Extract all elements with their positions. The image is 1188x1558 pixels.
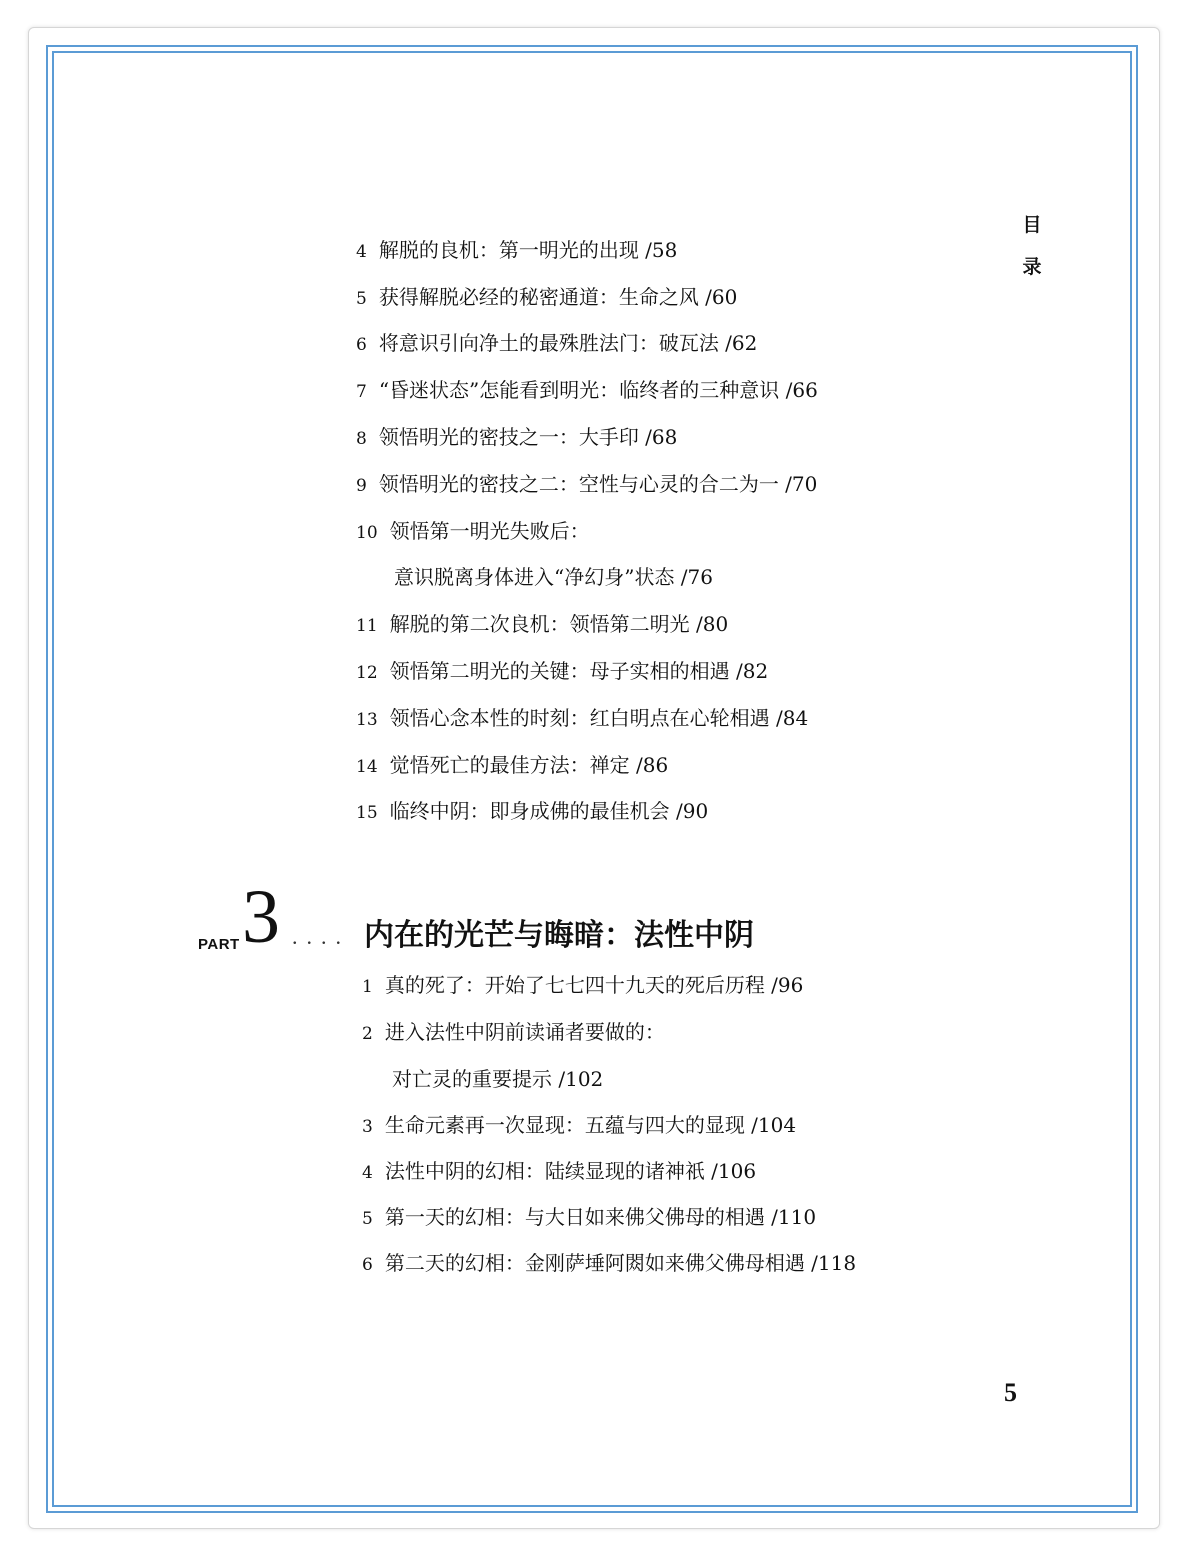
- part-label: PART: [198, 936, 240, 953]
- toc-entry-text: 领悟明光的密技之一：大手印 /68: [378, 425, 678, 449]
- toc-entry-5: [356, 283, 737, 311]
- page-number: 5: [1004, 1378, 1017, 1407]
- toc-entry-4: [356, 236, 677, 264]
- toc-entry-number: 11: [356, 616, 378, 636]
- toc-entry-15: [356, 797, 708, 825]
- toc-entry-text: 法性中阴的幻相：陆续显现的诸神祇 /106: [384, 1159, 757, 1183]
- toc-entry-number: 8: [356, 429, 367, 449]
- toc-entry-text: 将意识引向净土的最殊胜法门：破瓦法 /62: [378, 331, 758, 355]
- toc-entry-number: 2: [362, 1024, 373, 1044]
- toc-entry-text: 意识脱离身体进入“净幻身”状态 /76: [394, 565, 713, 589]
- toc-entry-14: [356, 751, 668, 779]
- toc-entry-text: 第一天的幻相：与大日如来佛父佛母的相遇 /110: [384, 1205, 817, 1229]
- toc-entry-text: 进入法性中阴前读诵者要做的：: [384, 1020, 665, 1044]
- toc-entry-text: 解脱的第二次良机：领悟第二明光 /80: [389, 612, 729, 636]
- toc-entry-8: [356, 423, 677, 451]
- part-entry-4: [362, 1157, 756, 1185]
- toc-entry-text: 领悟心念本性的时刻：红白明点在心轮相遇 /84: [389, 706, 809, 730]
- toc-entry-text: 觉悟死亡的最佳方法：禅定 /86: [389, 753, 669, 777]
- toc-entry-text: 领悟第二明光的关键：母子实相的相遇 /82: [389, 659, 769, 683]
- toc-entry-number: 3: [362, 1117, 373, 1137]
- side-label-contents: [1018, 204, 1046, 288]
- part-title: 内在的光芒与晦暗：法性中阴: [364, 918, 754, 953]
- part-entry-6: [362, 1249, 856, 1277]
- part-entry-2-continued: [392, 1065, 603, 1093]
- part-number: 3: [242, 875, 280, 959]
- toc-entry-number: 5: [356, 289, 367, 309]
- toc-entry-11: [356, 610, 728, 638]
- toc-entry-10: [356, 517, 590, 545]
- toc-entry-7: [356, 376, 818, 404]
- part-entry-2: [362, 1018, 665, 1046]
- side-label-char-1: 目: [1022, 214, 1042, 236]
- toc-entry-number: 4: [362, 1163, 373, 1183]
- part-entry-3: [362, 1111, 796, 1139]
- toc-entry-number: 7: [356, 382, 367, 402]
- toc-entry-text: 生命元素再一次显现：五蕴与四大的显现 /104: [384, 1113, 797, 1137]
- toc-entry-number: 12: [356, 663, 378, 683]
- toc-entry-text: 领悟第一明光失败后：: [389, 519, 590, 543]
- toc-entry-text: 解脱的良机：第一明光的出现 /58: [378, 238, 678, 262]
- part-entry-5: [362, 1203, 816, 1231]
- part-leader-dots: ....: [292, 924, 350, 949]
- toc-entry-text: 获得解脱必经的秘密通道：生命之风 /60: [378, 285, 738, 309]
- toc-entry-number: 14: [356, 757, 378, 777]
- toc-entry-9: [356, 470, 817, 498]
- toc-entry-number: 9: [356, 476, 367, 496]
- toc-entry-12: [356, 657, 768, 685]
- toc-entry-text: 真的死了：开始了七七四十九天的死后历程 /96: [384, 973, 804, 997]
- toc-entry-text: “昏迷状态”怎能看到明光：临终者的三种意识 /66: [378, 378, 818, 402]
- toc-entry-number: 6: [356, 335, 367, 355]
- toc-entry-10-continued: [394, 563, 713, 591]
- toc-entry-text: 临终中阴：即身成佛的最佳机会 /90: [389, 799, 709, 823]
- toc-entry-number: 1: [362, 977, 373, 997]
- side-label-char-2: 录: [1022, 256, 1042, 278]
- toc-entry-number: 6: [362, 1255, 373, 1275]
- toc-entry-number: 4: [356, 242, 367, 262]
- toc-entry-6: [356, 329, 757, 357]
- toc-entry-number: 5: [362, 1209, 373, 1229]
- toc-entry-text: 第二天的幻相：金刚萨埵阿閦如来佛父佛母相遇 /118: [384, 1251, 857, 1275]
- toc-entry-number: 13: [356, 710, 378, 730]
- part-entry-1: [362, 971, 803, 999]
- toc-entry-number: 10: [356, 523, 378, 543]
- toc-entry-number: 15: [356, 803, 378, 823]
- toc-entry-text: 领悟明光的密技之二：空性与心灵的合二为一 /70: [378, 472, 818, 496]
- toc-entry-text: 对亡灵的重要提示 /102: [392, 1067, 604, 1091]
- toc-entry-13: [356, 704, 808, 732]
